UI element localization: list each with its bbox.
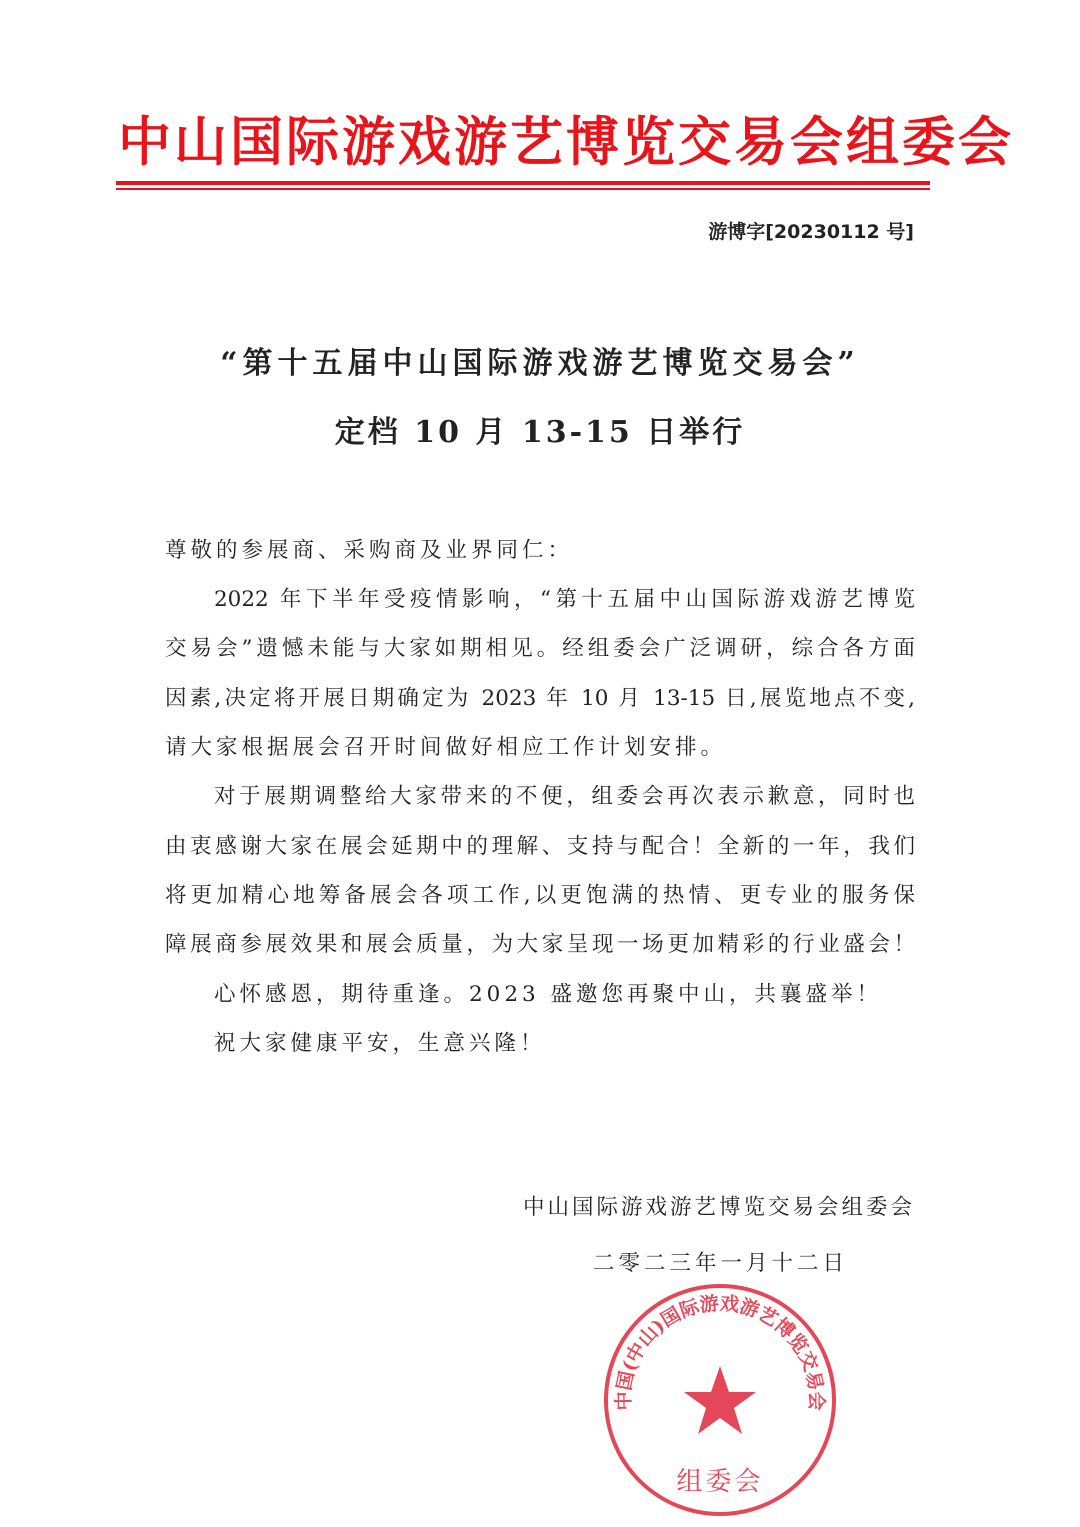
document-title: “第十五届中山国际游戏游艺博览交易会” (220, 346, 860, 381)
paragraph-2-line: 障展商参展效果和展会质量，为大家呈现一场更加精彩的行业盛会！ (165, 932, 915, 957)
org-letterhead: 中山国际游戏游艺博览交易会组委会 (118, 111, 1014, 173)
paragraph-2-line: 将更加精心地筹备展会各项工作,以更饱满的热情、更专业的服务保 (165, 883, 915, 908)
header-rule-thin (116, 188, 930, 190)
paragraph-4: 祝大家健康平安，生意兴隆！ (214, 1031, 546, 1056)
paragraph-1-line: 请大家根据展会召开时间做好相应工作计划安排。 (165, 735, 727, 760)
document-subtitle: 定档 10 月 13-15 日举行 (334, 415, 746, 450)
paragraph-1-line: 交易会”遗憾未能与大家如期相见。经组委会广泛调研，综合各方面 (165, 636, 915, 661)
seal-star-icon (684, 1366, 756, 1434)
paragraph-3: 心怀感恩，期待重逢。2023 盛邀您再聚中山，共襄盛举！ (214, 982, 883, 1007)
paragraph-1-line: 2022 年下半年受疫情影响，“第十五届中山国际游戏游艺博览 (214, 587, 915, 612)
header-rule-thick (116, 181, 930, 185)
seal-center-text: 组委会 (676, 1467, 764, 1497)
document-number: 游博字[20230112 号] (708, 221, 914, 243)
salutation: 尊敬的参展商、采购商及业界同仁： (165, 538, 574, 563)
seal-ring-text: 中国(中山)国际游戏游艺博览交易会 (612, 1292, 828, 1411)
signer-name: 中山国际游戏游艺博览交易会组委会 (522, 1195, 915, 1220)
paragraph-2-line: 对于展期调整给大家带来的不便，组委会再次表示歉意，同时也 (214, 784, 915, 809)
signature-date: 二零二三年一月十二日 (593, 1251, 849, 1276)
official-seal-stamp (600, 1280, 840, 1520)
paragraph-2-line: 由衷感谢大家在展会延期中的理解、支持与配合！全新的一年，我们 (165, 834, 915, 859)
paragraph-1-line: 因素,决定将开展日期确定为 2023 年 10 月 13-15 日,展览地点不变, (165, 686, 915, 711)
